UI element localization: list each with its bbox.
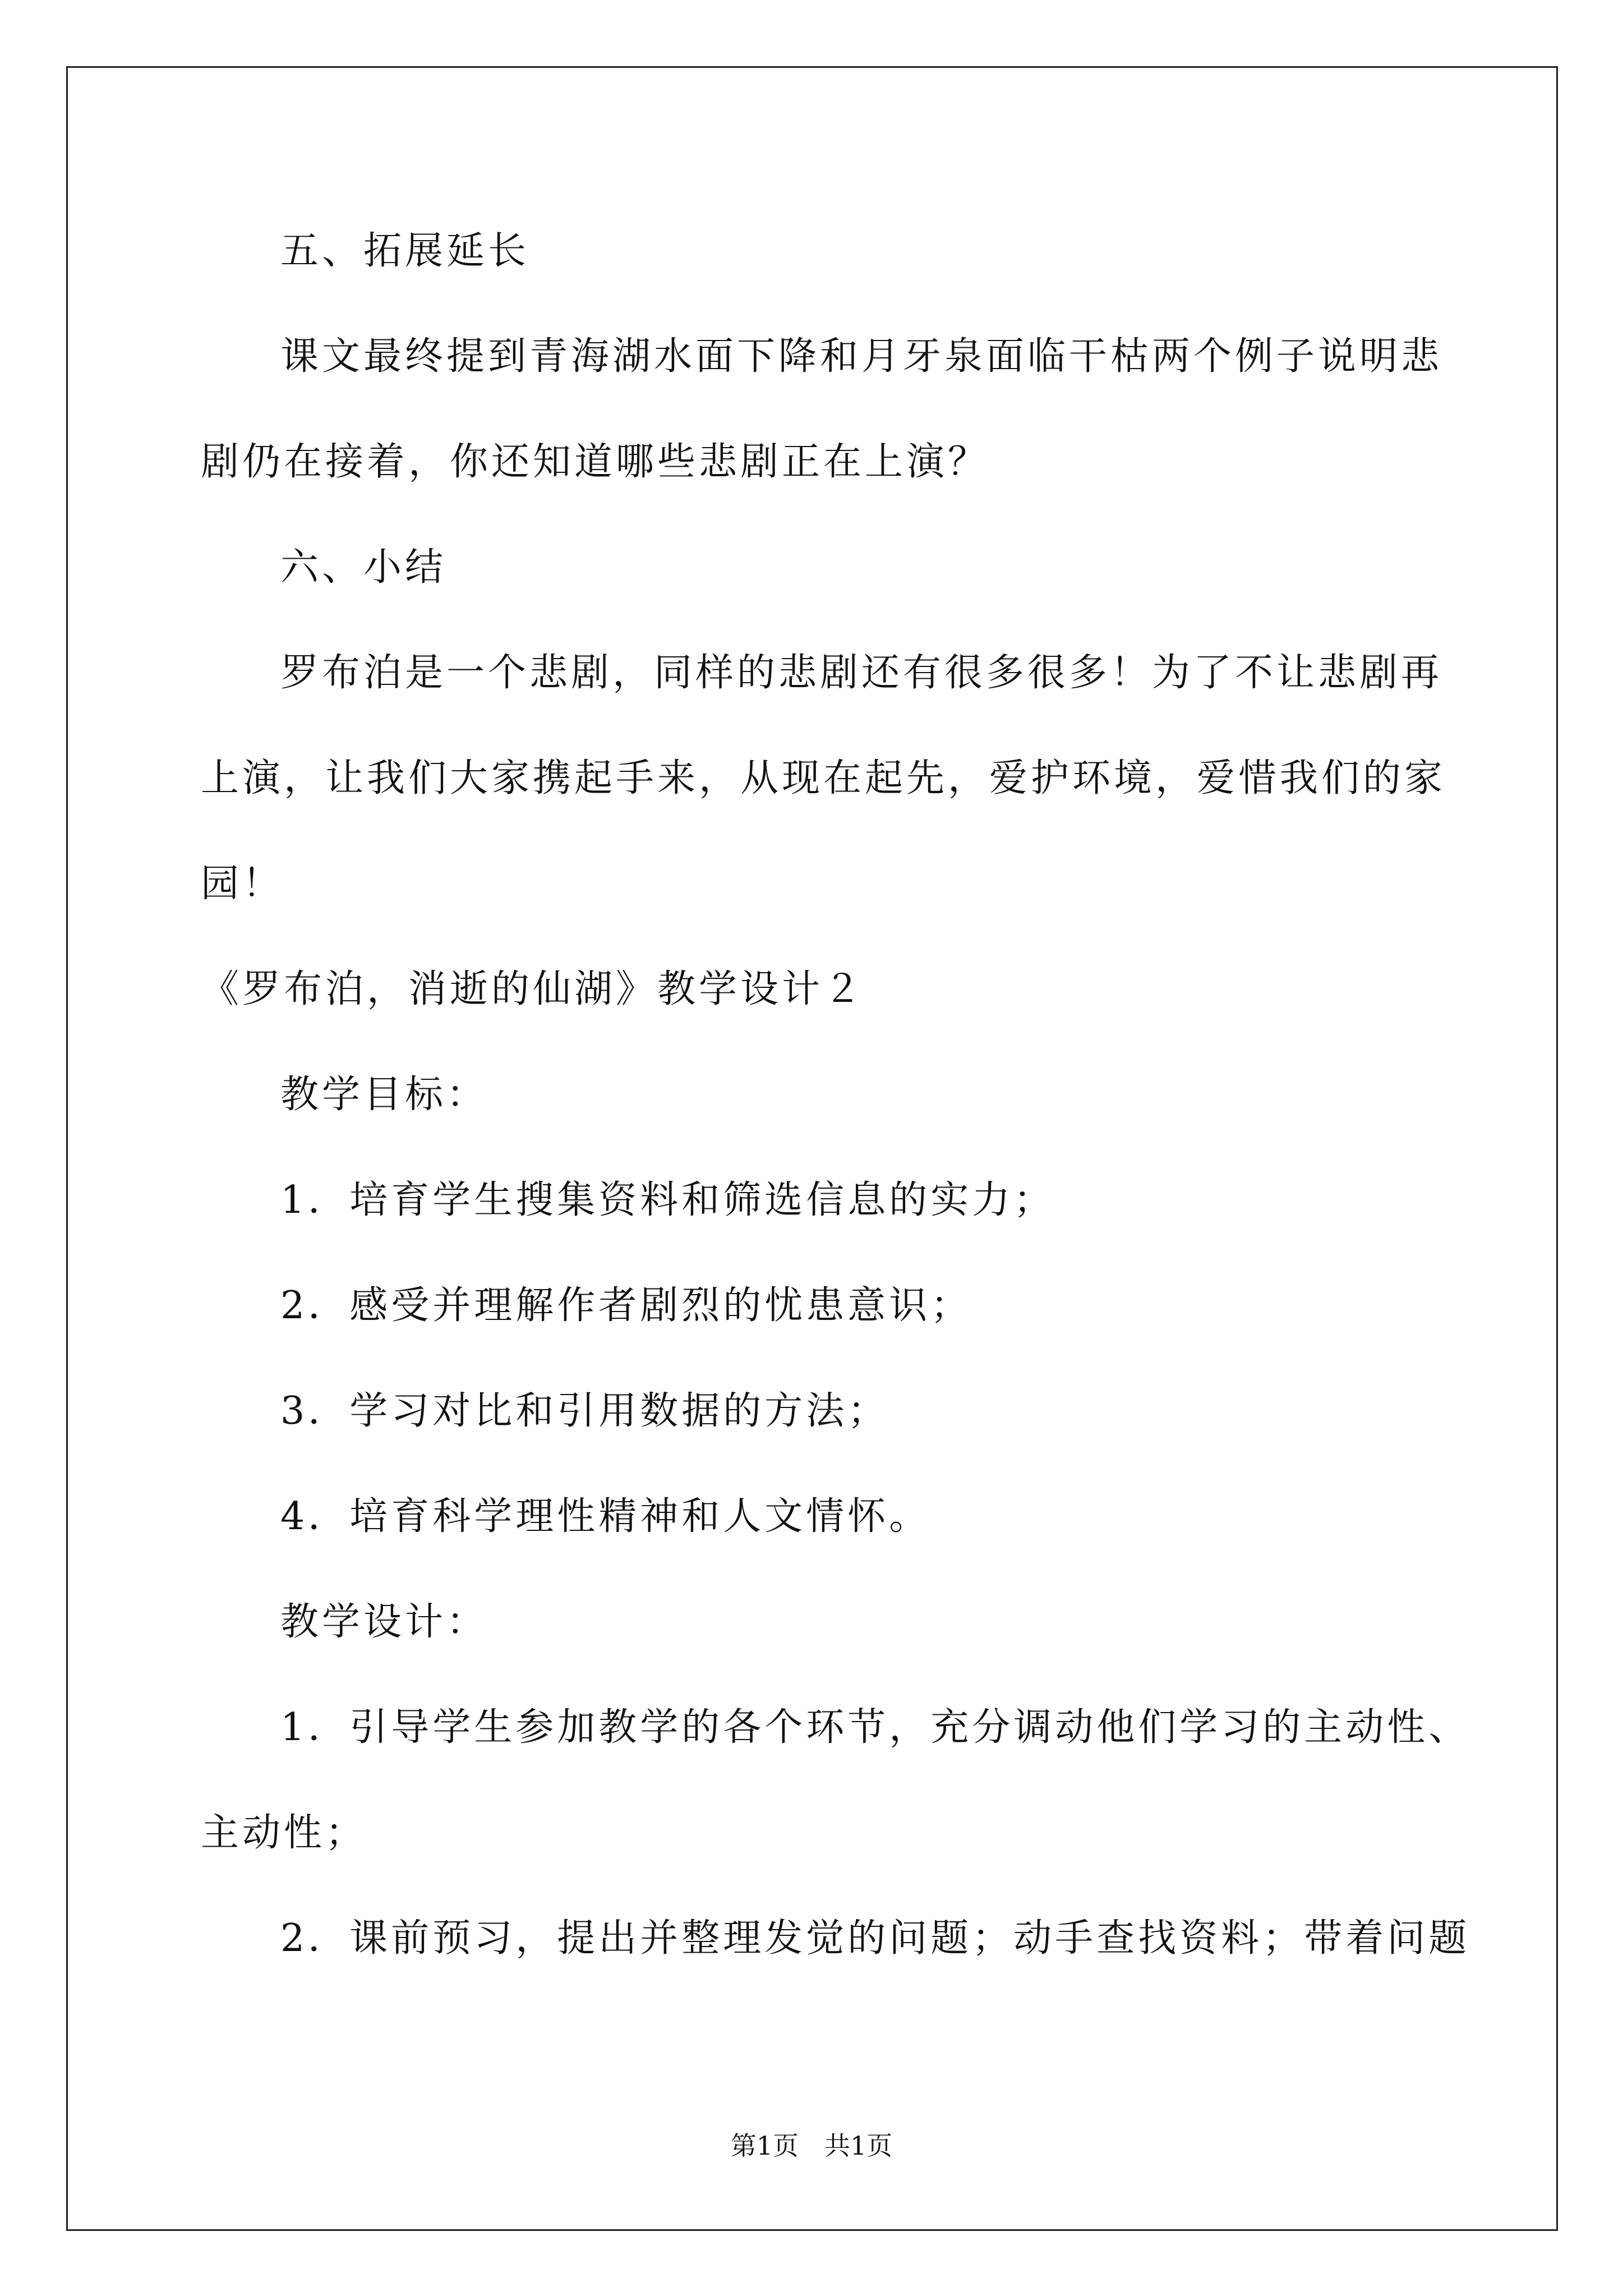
paragraph-line: 罗布泊是一个悲剧，同样的悲剧还有很多很多！为了不让悲剧再 bbox=[280, 651, 1443, 695]
document-title: 《罗布泊，消逝的仙湖》教学设计２ bbox=[201, 967, 865, 1011]
list-item: 4．培育科学理性精神和人文情怀。 bbox=[280, 1494, 931, 1539]
list-item: 3．学习对比和引用数据的方法； bbox=[280, 1389, 889, 1433]
page-number: 第1页 共1页 bbox=[730, 2131, 893, 2161]
list-item-continuation: 主动性； bbox=[201, 1811, 367, 1855]
section-heading-design: 教学设计： bbox=[280, 1600, 488, 1644]
list-item: 2．感受并理解作者剧烈的忧患意识； bbox=[280, 1283, 972, 1328]
paragraph-line: 园！ bbox=[201, 862, 284, 906]
list-item: 1．培育学生搜集资料和筛选信息的实力； bbox=[280, 1178, 1055, 1222]
section-heading-summary: 六、小结 bbox=[280, 545, 447, 590]
list-item: 2．课前预习，提出并整理发觉的问题；动手查找资料；带着问题 bbox=[280, 1916, 1470, 1961]
list-item: 1．引导学生参加教学的各个环节，充分调动他们学习的主动性、 bbox=[280, 1705, 1470, 1750]
paragraph-line: 上演，让我们大家携起手来，从现在起先，爱护环境，爱惜我们的家 bbox=[201, 756, 1446, 800]
section-heading-objectives: 教学目标： bbox=[280, 1073, 488, 1117]
paragraph-line: 剧仍在接着，你还知道哪些悲剧正在上演？ bbox=[201, 440, 990, 484]
section-heading-extension: 五、拓展延长 bbox=[280, 229, 530, 273]
page-border bbox=[66, 66, 1558, 2231]
paragraph-line: 课文最终提到青海湖水面下降和月牙泉面临干枯两个例子说明悲 bbox=[280, 334, 1443, 379]
